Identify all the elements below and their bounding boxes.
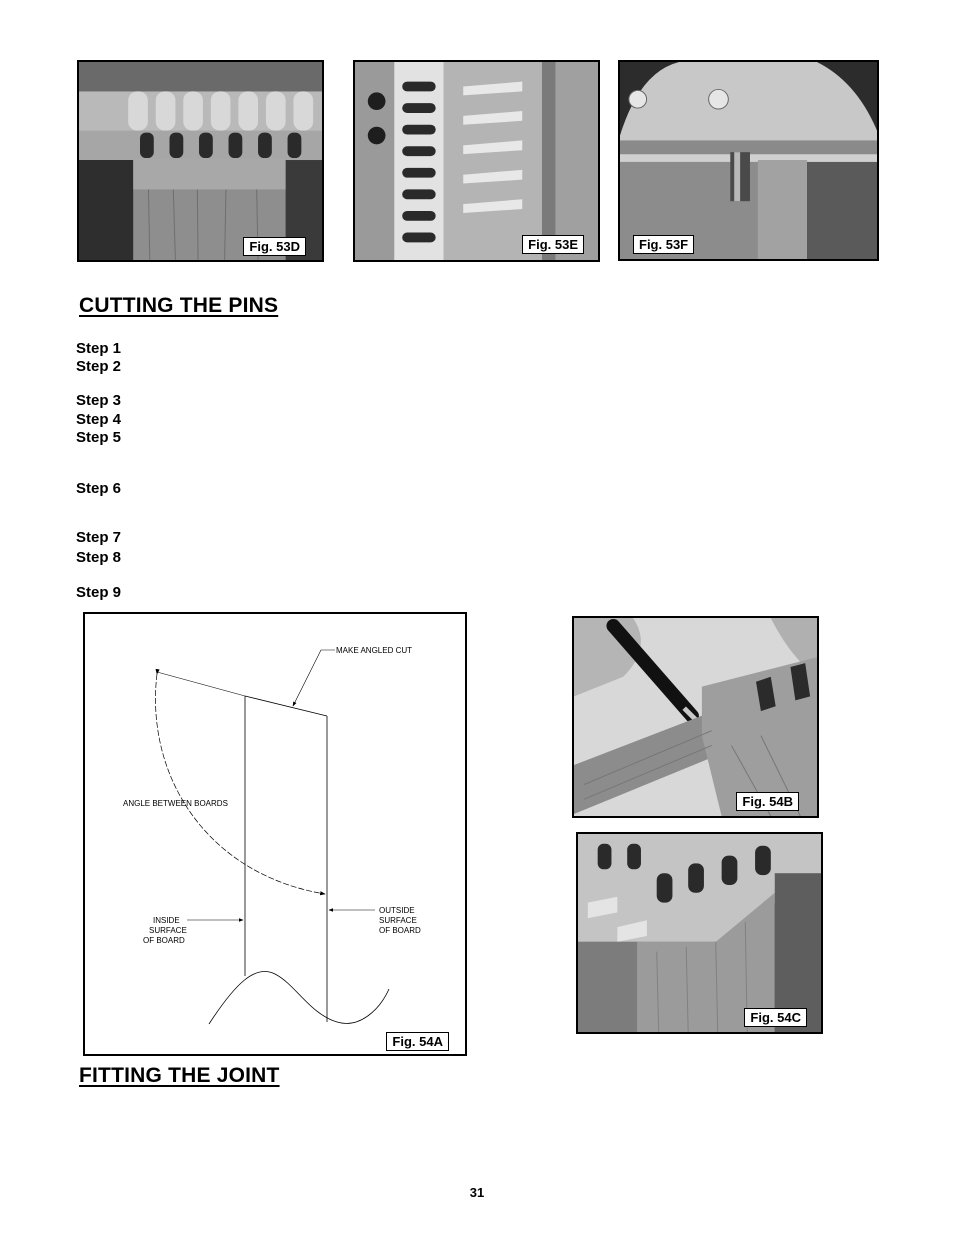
outside-surface-line1: OUTSIDE — [379, 906, 415, 915]
outside-surface-line2: SURFACE — [379, 916, 417, 925]
jig-fingers-photo — [79, 62, 322, 260]
figure-54c-photo — [576, 832, 823, 1034]
inside-surface-line3: OF BOARD — [143, 936, 185, 945]
step-8-label: Step 8 — [76, 549, 122, 566]
figure-53d-label: Fig. 53D — [243, 237, 306, 256]
step-2-label: Step 2 — [76, 358, 122, 375]
angled-cut-leader — [293, 650, 335, 706]
step-6-label: Step 6 — [76, 480, 122, 497]
figure-53d-photo — [77, 60, 324, 262]
page-number: 31 — [469, 1185, 485, 1200]
figure-53e-photo — [353, 60, 600, 262]
marking-pins-photo — [574, 618, 817, 816]
step-5-label: Step 5 — [76, 429, 122, 446]
section-heading-fitting-joint: FITTING THE JOINT — [79, 1064, 280, 1087]
board-outline — [209, 696, 389, 1024]
step-3-label: Step 3 — [76, 392, 122, 409]
figure-53e-label: Fig. 53E — [522, 235, 584, 254]
figure-53f-photo — [618, 60, 879, 261]
angle-diagram — [85, 614, 465, 1054]
step-1-label: Step 1 — [76, 340, 122, 357]
angle-reference-line — [157, 672, 245, 696]
make-angled-cut-text: MAKE ANGLED CUT — [336, 646, 413, 655]
inside-surface-line2: SURFACE — [149, 926, 187, 935]
angle-between-boards-text: ANGLE BETWEEN BOARDS — [123, 799, 228, 808]
figure-54a-label: Fig. 54A — [386, 1032, 449, 1051]
figure-53f-label: Fig. 53F — [633, 235, 694, 254]
figure-54b-label: Fig. 54B — [736, 792, 799, 811]
step-9-label: Step 9 — [76, 584, 122, 601]
figure-54c-label: Fig. 54C — [744, 1008, 807, 1027]
pin-template-photo — [578, 834, 821, 1032]
jig-side-view-photo — [355, 62, 598, 260]
figure-54a-diagram — [83, 612, 467, 1056]
section-heading-cutting-pins: CUTTING THE PINS — [79, 294, 279, 317]
figure-54b-photo — [572, 616, 819, 818]
step-4-label: Step 4 — [76, 411, 122, 428]
step-7-label: Step 7 — [76, 529, 122, 546]
router-base-photo — [620, 62, 877, 259]
angle-arc — [155, 674, 325, 894]
outside-surface-line3: OF BOARD — [379, 926, 421, 935]
inside-surface-line1: INSIDE — [153, 916, 180, 925]
